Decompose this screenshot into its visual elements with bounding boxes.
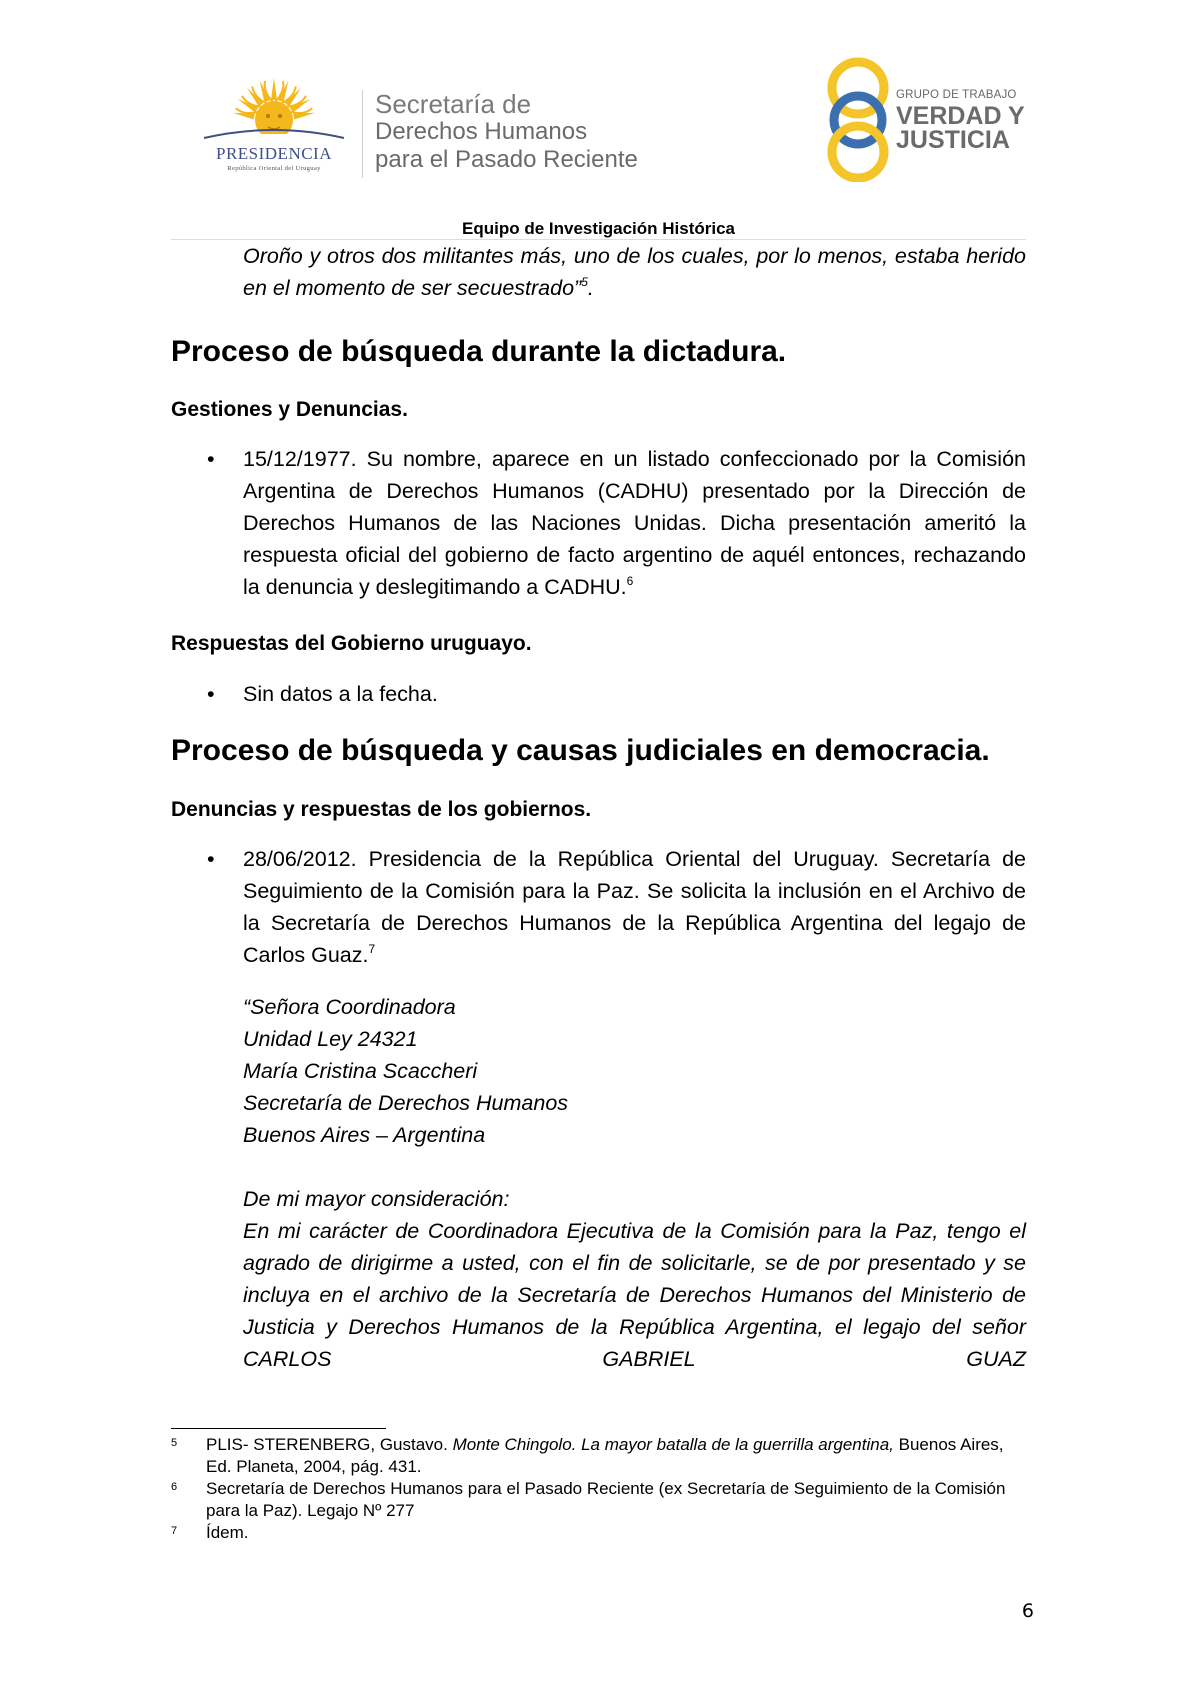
gtvj-title-line-2: JUSTICIA bbox=[896, 126, 1010, 154]
continued-quote bbox=[243, 240, 1026, 304]
gtvj-subtitle: GRUPO DE TRABAJO bbox=[896, 89, 1017, 101]
footnote-text: Ídem. bbox=[206, 1523, 249, 1542]
bullet-icon: • bbox=[207, 847, 215, 871]
footnote-5 bbox=[171, 1434, 1026, 1478]
footnote-title: Monte Chingolo. La mayor batalla de la guerrilla argentina, bbox=[452, 1435, 894, 1454]
footnote-7 bbox=[171, 1522, 1026, 1544]
quote-end: . bbox=[587, 276, 594, 300]
list-item bbox=[171, 843, 1026, 971]
logo-divider bbox=[362, 90, 363, 178]
secretaria-line-1: Secretaría de bbox=[375, 89, 532, 119]
page-number: 6 bbox=[1021, 1600, 1034, 1622]
letter-line: Unidad Ley 24321 bbox=[243, 1027, 418, 1051]
list-item bbox=[171, 678, 1026, 710]
letter-line: Secretaría de Derechos Humanos bbox=[243, 1091, 569, 1115]
list-item-text: 15/12/1977. Su nombre, aparece en un listado confeccionado por la Comisión Argentina de Derechos Humanos (CADHU) presentado por la Dirección de Derechos Humanos de las Naciones Unidas. Dicha presentación ameritó la respuesta oficial del gobierno de facto argentino de aquél entonces, rechazando la denuncia y deslegitimando a CADHU. bbox=[243, 447, 1026, 599]
letter-salutation: De mi mayor consideración: bbox=[243, 1187, 510, 1211]
gtvj-title-line-1: VERDAD Y bbox=[896, 102, 1025, 130]
footnote-ref-5[interactable]: 5 bbox=[581, 275, 588, 289]
section-title-dictadura: Proceso de búsqueda durante la dictadura. bbox=[171, 335, 787, 368]
list-item-text: 28/06/2012. Presidencia de la República Oriental del Uruguay. Secretaría de Seguimiento de la Comisión para la Paz. Se solicita la inclusión en el Archivo de la Secretaría de Derechos Humanos de la República Argentina del legajo de Carlos Guaz. bbox=[243, 847, 1026, 967]
letter-line: “Señora Coordinadora bbox=[243, 995, 456, 1019]
sun-emblem-icon bbox=[196, 78, 352, 148]
footnotes bbox=[171, 1434, 1026, 1544]
team-heading: Equipo de Investigación Histórica bbox=[462, 219, 735, 238]
footnote-separator bbox=[171, 1428, 386, 1429]
bullet-icon: • bbox=[207, 682, 215, 706]
gtvj-logo bbox=[820, 56, 1040, 182]
gestiones-list bbox=[171, 443, 1026, 603]
subsection-respuestas: Respuestas del Gobierno uruguayo. bbox=[171, 632, 532, 655]
footnote-number: 7 bbox=[171, 1525, 178, 1537]
subsection-denuncias: Denuncias y respuestas de los gobiernos. bbox=[171, 798, 592, 821]
subsection-gestiones: Gestiones y Denuncias. bbox=[171, 398, 408, 421]
footnote-ref-7[interactable]: 7 bbox=[368, 942, 376, 956]
presidencia-logo bbox=[196, 78, 352, 178]
secretaria-line-3: para el Pasado Reciente bbox=[375, 146, 638, 173]
secretaria-logo-text bbox=[375, 90, 638, 174]
footnote-author: PLIS- STERENBERG, Gustavo. bbox=[206, 1435, 453, 1454]
document-body bbox=[171, 240, 1026, 1375]
linked-rings-icon bbox=[820, 56, 896, 182]
secretaria-line-2: Derechos Humanos bbox=[375, 118, 588, 145]
letter-paragraph: En mi carácter de Coordinadora Ejecutiva de la Comisión para la Paz, tengo el agrado de dirigirme a usted, con el fin de solicitarle, se de por presentado y se incluya en el archivo de la Secretaría de Derechos Humanos del Ministerio de Justicia y Derechos Humanos de la República Argentina, el legajo del señor CARLOS GABRIEL GUAZ bbox=[243, 1219, 1026, 1371]
footnote-text: Secretaría de Derechos Humanos para el Pasado Reciente (ex Secretaría de Seguimiento de la Comisión para la Paz). Legajo Nº 277 bbox=[206, 1479, 1006, 1520]
bullet-icon: • bbox=[207, 447, 215, 471]
footnote-number: 6 bbox=[171, 1481, 178, 1493]
footnote-6 bbox=[171, 1478, 1026, 1522]
letter-line: Buenos Aires – Argentina bbox=[243, 1123, 486, 1147]
footnote-rest: Buenos Aires, Ed. Planeta, 2004, pág. 431. bbox=[206, 1435, 1004, 1476]
list-item-text: Sin datos a la fecha. bbox=[243, 682, 438, 706]
footnote-number: 5 bbox=[171, 1437, 178, 1449]
denuncias-list bbox=[171, 843, 1026, 971]
presidencia-subtitle: República Oriental del Uruguay bbox=[227, 165, 321, 172]
respuestas-list bbox=[171, 678, 1026, 710]
presidencia-title: PRESIDENCIA bbox=[215, 144, 332, 163]
footnote-ref-6[interactable]: 6 bbox=[626, 574, 634, 588]
list-item bbox=[171, 443, 1026, 603]
section-title-democracia: Proceso de búsqueda y causas judiciales en democracia. bbox=[171, 734, 990, 767]
letter-line: María Cristina Scaccheri bbox=[243, 1059, 478, 1083]
quote-text: Oroño y otros dos militantes más, uno de los cuales, por lo menos, estaba herido en el momento de ser secuestrado” bbox=[243, 244, 1026, 300]
letter-quote bbox=[243, 991, 1026, 1375]
